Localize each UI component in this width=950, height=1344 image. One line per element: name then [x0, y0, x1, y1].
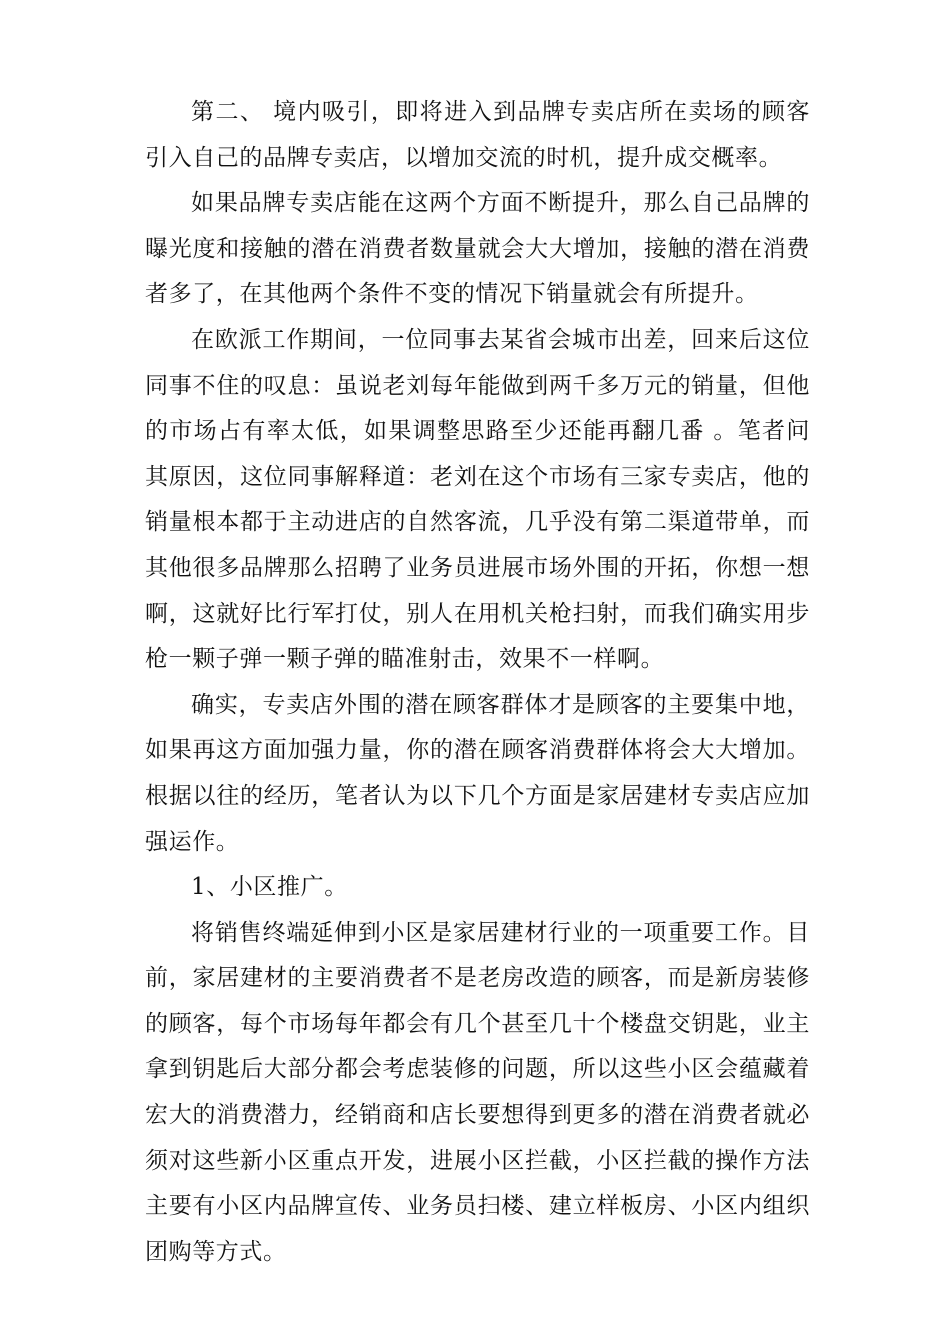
paragraph-4: 确实，专卖店外围的潜在顾客群体才是顾客的主要集中地，如果再这方面加强力量，你的潜在顾客消费群体将会大大增加。根据以往的经历，笔者认为以下几个方面是家居建材专卖店应加强运作。 — [145, 691, 810, 855]
document-body — [145, 90, 810, 1275]
section-heading-1: 1、小区推广。 — [191, 874, 348, 901]
paragraph-5: 将销售终端延伸到小区是家居建材行业的一项重要工作。目前，家居建材的主要消费者不是老房改造的顾客，而是新房装修的顾客，每个市场每年都会有几个甚至几十个楼盘交钥匙，业主拿到钥匙后大部分都会考虑装修的问题，所以这些小区会蕴藏着宏大的消费潜力，经销商和店长要想得到更多的潜在消费者就必须对这些新小区重点开发，进展小区拦截，小区拦截的操作方法主要有小区内品牌宣传、业务员扫楼、建立样板房、小区内组织团购等方式。 — [145, 919, 810, 1265]
paragraph-2: 如果品牌专卖店能在这两个方面不断提升，那么自己品牌的曝光度和接触的潜在消费者数量就会大大增加，接触的潜在消费者多了，在其他两个条件不变的情况下销量就会有所提升。 — [145, 190, 810, 308]
paragraph-1: 第二、 境内吸引，即将进入到品牌专卖店所在卖场的顾客引入自己的品牌专卖店，以增加交流的时机，提升成交概率。 — [145, 99, 810, 171]
paragraph-3: 在欧派工作期间，一位同事去某省会城市出差，回来后这位同事不住的叹息：虽说老刘每年能做到两千多万元的销量，但他的市场占有率太低，如果调整思路至少还能再翻几番 。笔者问其原因，这位同事解释道：老刘在这个市场有三家专卖店，他的销量根本都于主动进店的自然客流，几乎没有第二渠道带单，而其他很多品牌那么招聘了业务员进展市场外围的开拓，你想一想啊，这就好比行军打仗，别人在用机关枪扫射，而我们确实用步枪一颗子弹一颗子弹的瞄准射击，效果不一样啊。 — [145, 326, 810, 673]
